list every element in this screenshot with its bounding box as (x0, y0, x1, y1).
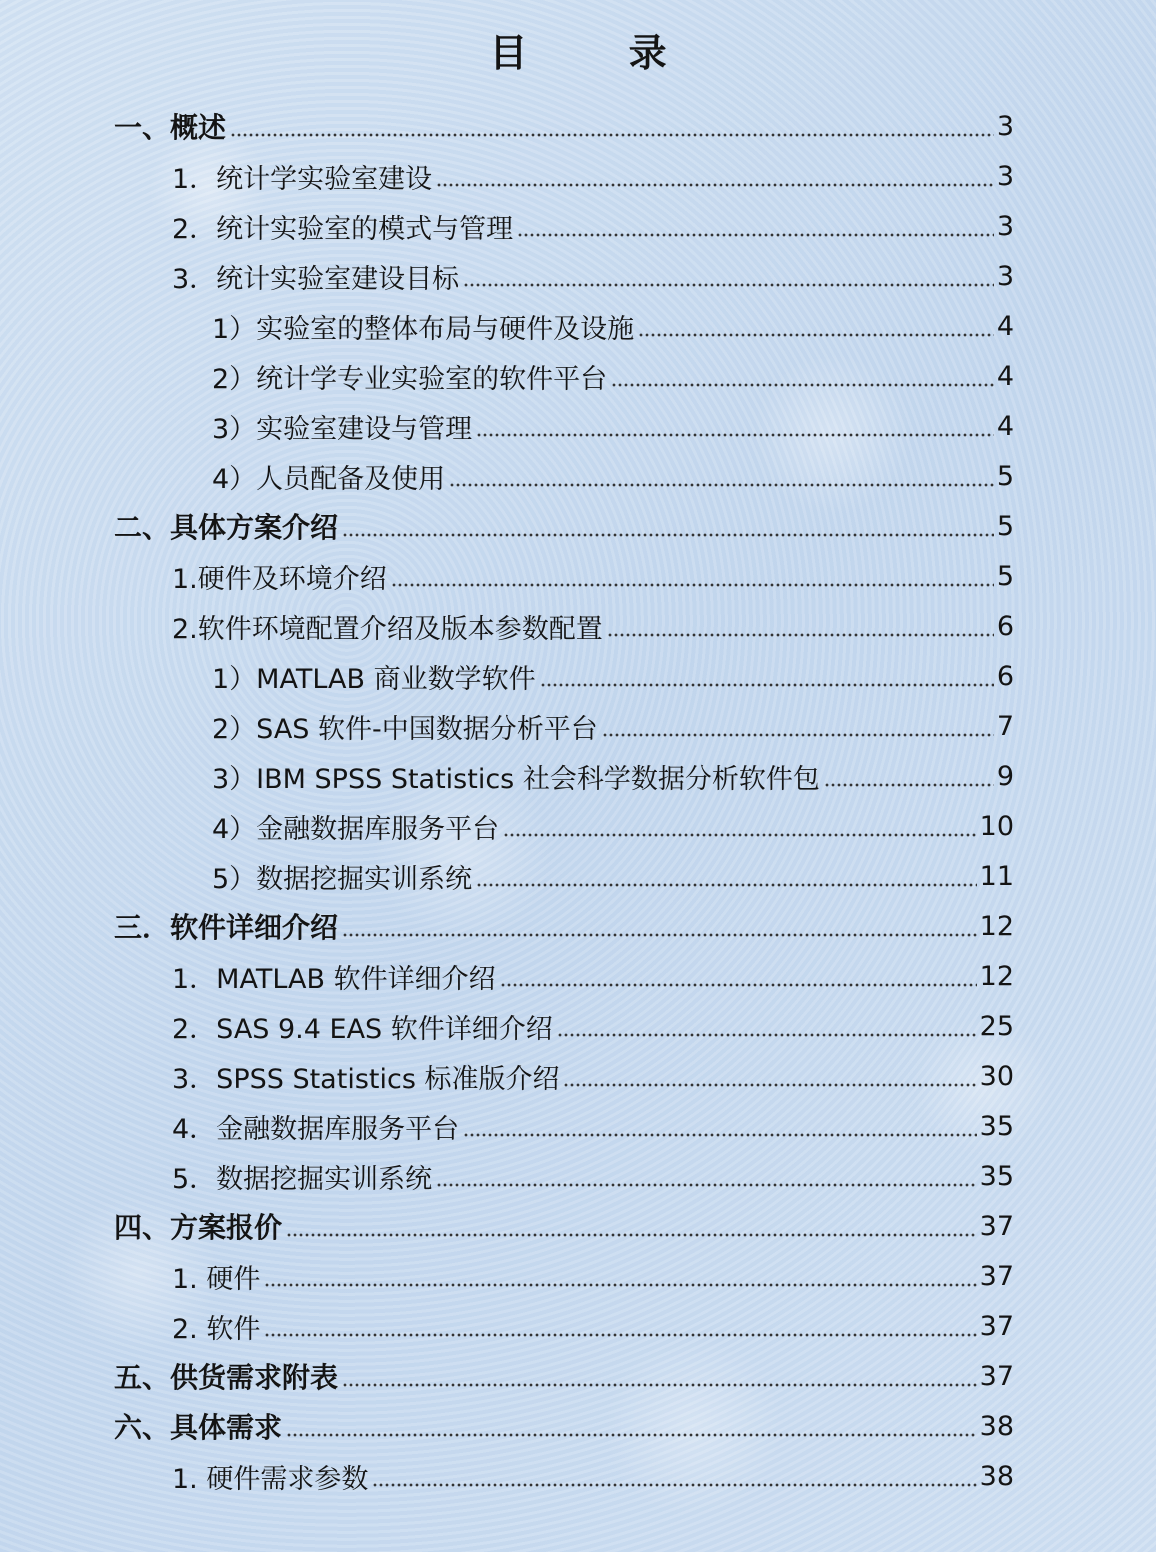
toc-page-number: 3 (996, 110, 1014, 142)
toc-page-number: 37 (979, 1210, 1014, 1242)
toc-entry-label: 4）人员配备及使用 (212, 463, 446, 495)
dot-leader (372, 1482, 976, 1488)
toc-page-number: 12 (979, 910, 1014, 942)
dot-leader (286, 1432, 977, 1438)
dot-leader (436, 1182, 976, 1188)
toc-entry-label: 1. 硬件 (172, 1263, 261, 1295)
toc-entry-label: 一、概述 (114, 111, 227, 144)
toc-subsection-entry[interactable] (0, 951, 1156, 1001)
dot-leader (563, 1082, 976, 1088)
toc-entry-label: 5）数据挖掘实训系统 (212, 863, 473, 895)
toc-entry-label: 3）实验室建设与管理 (212, 413, 473, 445)
dot-leader (638, 332, 994, 338)
dot-leader (436, 182, 994, 188)
dot-leader (517, 232, 994, 238)
toc-entry-label: 1.硬件及环境介绍 (172, 563, 387, 595)
toc-page-number: 5 (996, 560, 1014, 592)
toc-page-number: 10 (979, 810, 1014, 842)
table-of-contents (0, 101, 1156, 1501)
toc-page-number: 35 (979, 1160, 1014, 1192)
toc-entry-label: 2）SAS 软件-中国数据分析平台 (212, 713, 598, 745)
toc-item-entry[interactable] (0, 401, 1156, 451)
toc-entry-label: 1．MATLAB 软件详细介绍 (172, 963, 496, 995)
dot-leader (391, 582, 994, 588)
toc-entry-label: 2）统计学专业实验室的软件平台 (212, 363, 608, 395)
toc-item-entry[interactable] (0, 701, 1156, 751)
toc-page-number: 38 (979, 1410, 1014, 1442)
toc-entry-label: 四、方案报价 (114, 1211, 283, 1244)
dot-leader (463, 282, 994, 288)
toc-page-number: 30 (979, 1060, 1014, 1092)
toc-entry-label: 3）IBM SPSS Statistics 社会科学数据分析软件包 (212, 763, 820, 795)
toc-entry-label: 4．金融数据库服务平台 (172, 1113, 460, 1145)
toc-page-number: 6 (996, 660, 1014, 692)
toc-page-number: 35 (979, 1110, 1014, 1142)
page-title: 目 录 (489, 31, 711, 75)
toc-entry-label: 六、具体需求 (114, 1411, 283, 1444)
toc-entry-label: 1）实验室的整体布局与硬件及设施 (212, 313, 635, 345)
toc-page-number: 4 (996, 410, 1014, 442)
toc-entry-label: 3．SPSS Statistics 标准版介绍 (172, 1063, 560, 1095)
toc-subsection-entry[interactable] (0, 1301, 1156, 1351)
dot-leader (557, 1032, 977, 1038)
toc-section-entry[interactable] (0, 501, 1156, 551)
toc-entry-label: 5．数据挖掘实训系统 (172, 1163, 433, 1195)
toc-page-number: 5 (996, 510, 1014, 542)
toc-page-number: 3 (996, 160, 1014, 192)
toc-item-entry[interactable] (0, 851, 1156, 901)
toc-page-number: 12 (979, 960, 1014, 992)
toc-entry-label: 1．统计学实验室建设 (172, 163, 433, 195)
toc-subsection-entry[interactable] (0, 251, 1156, 301)
toc-section-entry[interactable] (0, 101, 1156, 151)
dot-leader (602, 732, 994, 738)
toc-entry-label: 2.软件环境配置介绍及版本参数配置 (172, 613, 603, 645)
toc-section-entry[interactable] (0, 1401, 1156, 1451)
toc-item-entry[interactable] (0, 301, 1156, 351)
toc-entry-label: 三．软件详细介绍 (114, 911, 339, 944)
dot-leader (342, 532, 994, 538)
dot-leader (476, 882, 976, 888)
dot-leader (342, 1382, 977, 1388)
toc-subsection-entry[interactable] (0, 201, 1156, 251)
toc-subsection-entry[interactable] (0, 551, 1156, 601)
dot-leader (449, 482, 994, 488)
toc-page-number: 37 (979, 1310, 1014, 1342)
toc-subsection-entry[interactable] (0, 1001, 1156, 1051)
toc-subsection-entry[interactable] (0, 1101, 1156, 1151)
toc-section-entry[interactable] (0, 1201, 1156, 1251)
toc-page-number: 38 (979, 1460, 1014, 1492)
dot-leader (230, 132, 994, 138)
toc-page-number: 3 (996, 210, 1014, 242)
toc-item-entry[interactable] (0, 651, 1156, 701)
dot-leader (500, 982, 977, 988)
toc-page-number: 25 (979, 1010, 1014, 1042)
dot-leader (264, 1282, 976, 1288)
toc-item-entry[interactable] (0, 351, 1156, 401)
toc-item-entry[interactable] (0, 751, 1156, 801)
toc-entry-label: 1）MATLAB 商业数学软件 (212, 663, 536, 695)
toc-entry-label: 4）金融数据库服务平台 (212, 813, 500, 845)
toc-subsection-entry[interactable] (0, 1451, 1156, 1501)
toc-subsection-entry[interactable] (0, 601, 1156, 651)
toc-subsection-entry[interactable] (0, 1251, 1156, 1301)
toc-section-entry[interactable] (0, 901, 1156, 951)
toc-page-number: 9 (996, 760, 1014, 792)
toc-item-entry[interactable] (0, 451, 1156, 501)
toc-subsection-entry[interactable] (0, 151, 1156, 201)
toc-page-number: 3 (996, 260, 1014, 292)
toc-page-number: 6 (996, 610, 1014, 642)
dot-leader (342, 932, 977, 938)
toc-page-number: 7 (996, 710, 1014, 742)
toc-entry-label: 五、供货需求附表 (114, 1361, 339, 1394)
dot-leader (286, 1232, 977, 1238)
toc-item-entry[interactable] (0, 801, 1156, 851)
toc-entry-label: 3．统计实验室建设目标 (172, 263, 460, 295)
dot-leader (824, 782, 994, 788)
toc-page-number: 5 (996, 460, 1014, 492)
dot-leader (264, 1332, 976, 1338)
dot-leader (476, 432, 994, 438)
toc-page-number: 37 (979, 1260, 1014, 1292)
dot-leader (463, 1132, 976, 1138)
toc-subsection-entry[interactable] (0, 1151, 1156, 1201)
toc-page-number: 4 (996, 310, 1014, 342)
toc-section-entry[interactable] (0, 1351, 1156, 1401)
dot-leader (611, 382, 994, 388)
toc-page-number: 4 (996, 360, 1014, 392)
toc-entry-label: 1. 硬件需求参数 (172, 1463, 369, 1495)
toc-page-number: 37 (979, 1360, 1014, 1392)
toc-entry-label: 2. 软件 (172, 1313, 261, 1345)
dot-leader (607, 632, 994, 638)
toc-subsection-entry[interactable] (0, 1051, 1156, 1101)
dot-leader (540, 682, 994, 688)
toc-entry-label: 2．统计实验室的模式与管理 (172, 213, 514, 245)
toc-page-number: 11 (979, 860, 1014, 892)
dot-leader (503, 832, 976, 838)
toc-entry-label: 二、具体方案介绍 (114, 511, 339, 544)
toc-entry-label: 2．SAS 9.4 EAS 软件详细介绍 (172, 1013, 553, 1045)
